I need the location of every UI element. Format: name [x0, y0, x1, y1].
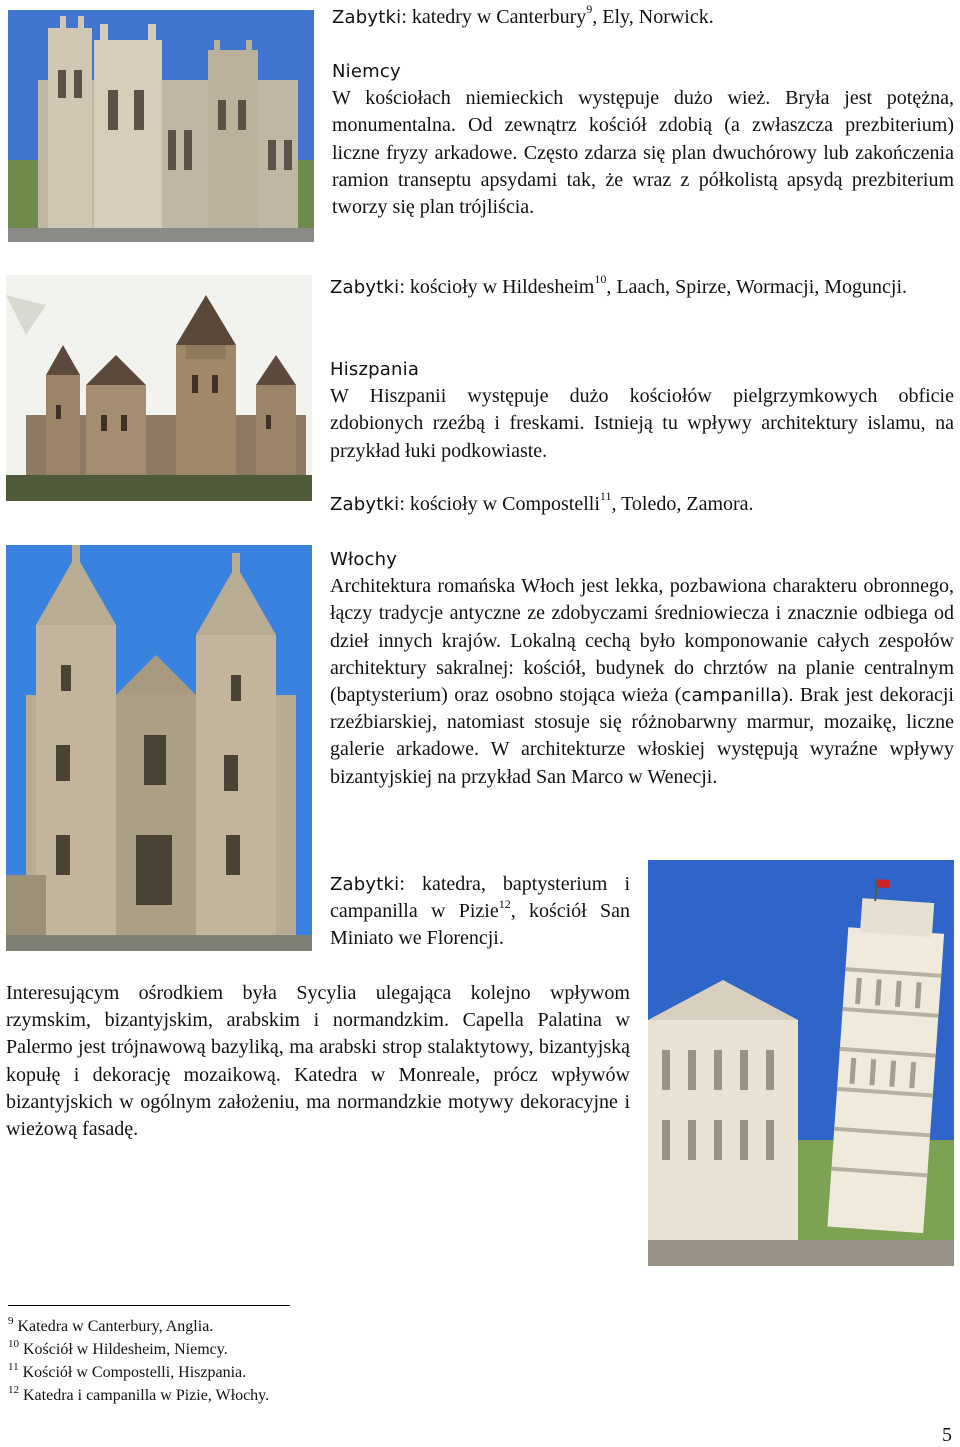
footnote-ref-9[interactable]: 9 — [586, 2, 593, 17]
footnote-12: $^{12}$ Katedra i campanilla w Pizie, Włochy. — [8, 1383, 270, 1404]
footnote-11: $^{11}$ Kościół w Compostelli, Hiszpania. — [8, 1360, 247, 1381]
photo-canterbury-cathedral — [8, 10, 314, 242]
photo-compostela-cathedral — [6, 545, 312, 951]
hiszpania-body: W Hiszpanii występuje dużo kościołów pielgrzymkowych obficie zdobionych rzeźbą i freskami. Istnieją tu wpływy architektury islamu, na przykład łuki podkowiaste. — [330, 385, 954, 462]
niemcy-body: W kościołach niemieckich występuje dużo wież. Bryła jest potężna, monumentalna. Od zewnątrz kościół zdobią (a zwłaszcza prezbiterium) liczne fryzy arkadowe. Często zdarza się plan dwuchórowy lub zakończenia ramion transeptu apsydami tak, że wraz z półkolistą apsydą prezbiterium tworzy się plan trójliścia. — [332, 87, 954, 219]
footnote-ref-10[interactable]: 10 — [594, 272, 607, 287]
niemcy-zabytki: Zabytki: kościoły w Hildesheim$^{10}$, Laach, Spirze, Wormacji, Moguncji. — [330, 272, 908, 298]
zabytki-label: Zabytki — [330, 277, 400, 298]
zabytki-label: Zabytki — [330, 874, 400, 895]
page-number: 5 — [942, 1424, 952, 1446]
wlochy-body: Architektura romańska Włoch jest lekka, pozbawiona charakteru obronnego, łączy tradycje antyczne ze zdobyczami średniowiecza i znacznie odbiega od dzieł innych krajów. Lokalną cechą było komponowanie całych zespołów architektury sakralnej: kościół, budynek do chrztów na planie centralnym (baptysterium) oraz osobno stojąca wieża (campanilla). Brak jest dekoracji rzeźbiarskiej, natomiast stosuje się różnobarwny marmur, mozaikę, liczne galerie arkadowe. W architekturze włoskiej występują wyraźne wpływy bizantyjskiej na przykład San Marco w Wenecji. — [330, 575, 954, 788]
zabytki-label: Zabytki — [332, 7, 402, 28]
section-wlochy — [330, 546, 954, 791]
photo-pisa-campanilla — [648, 860, 954, 1266]
section-niemcy — [332, 58, 954, 221]
heading-wlochy: Włochy — [330, 549, 398, 570]
canterbury-zabytki: Zabytki: katedry w Canterbury$^9$, Ely, Norwick. — [332, 2, 714, 28]
heading-hiszpania: Hiszpania — [330, 359, 420, 380]
footnote-ref-11[interactable]: 11 — [599, 489, 612, 504]
footnote-ref-12[interactable]: 12 — [498, 896, 511, 911]
term-campanilla: campanilla — [681, 685, 782, 707]
footnote-10: $^{10}$ Kościół w Hildesheim, Niemcy. — [8, 1337, 228, 1358]
hiszpania-zabytki: Zabytki: kościoły w Compostelli$^{11}$, Toledo, Zamora. — [330, 489, 754, 515]
sycylia-body: Interesującym ośrodkiem była Sycylia ulegająca kolejno wpływom rzymskim, bizantyjskim, arabskim i normandzkim. Capella Palatina w Palermo jest trójnawową bazyliką, ma arabski strop stalaktytowy, bizantyjską kopułę i dekorację mozaikową. Katedra w Monreale, prócz wpływów bizantyjskich w ogólnym założeniu, ma normandzkie motywy dekoracyjne i wieżową fasadę. — [6, 982, 630, 1141]
section-sycylia — [6, 980, 630, 1143]
wlochy-zabytki: Zabytki: katedra, baptysterium i campanilla w Pizie$^{12}$, kościół San Miniato we Florencji. — [330, 873, 630, 950]
zabytki-label: Zabytki — [330, 494, 400, 515]
footnote-9: $^9$ Katedra w Canterbury, Anglia. — [8, 1314, 214, 1335]
section-hiszpania — [330, 356, 954, 465]
heading-niemcy: Niemcy — [332, 61, 401, 82]
photo-german-romanesque-church — [6, 275, 312, 501]
footnote-separator — [8, 1305, 290, 1306]
